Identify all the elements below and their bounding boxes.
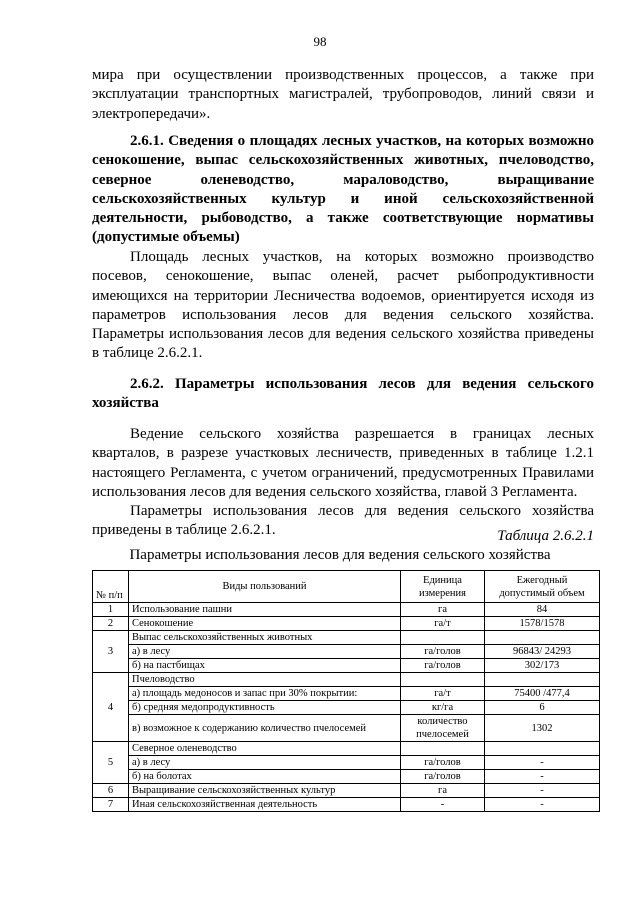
heading-line: (допустимые объемы)	[92, 229, 240, 246]
header-kind: Виды пользований	[129, 571, 401, 603]
intro-paragraph	[92, 66, 594, 124]
text-line: посевов, сенокошение, выпас оленей, расчет рыбопродуктивности	[92, 268, 594, 285]
paragraph-area	[92, 248, 594, 364]
cell-unit: количество пчелосемей	[401, 715, 485, 742]
cell-num: 6	[93, 784, 129, 798]
cell-value: 1578/1578	[485, 617, 600, 631]
cell-kind: Северное оленеводство	[129, 742, 401, 756]
cell-kind: Иная сельскохозяйственная деятельность	[129, 798, 401, 812]
table-label: Таблица 2.6.2.1	[497, 528, 594, 544]
text-line: эксплуатации транспортных магистралей, трубопроводов, линий связи и	[92, 86, 594, 103]
cell-kind: а) в лесу	[129, 756, 401, 770]
table-row	[93, 659, 600, 673]
header-unit: Единица измерения	[401, 571, 485, 603]
table-row	[93, 798, 600, 812]
table-row	[93, 701, 600, 715]
text-line: приведены в таблице 2.6.2.1.	[92, 522, 276, 539]
parameters-table	[92, 570, 600, 812]
table-row	[93, 687, 600, 701]
table-row	[93, 631, 600, 645]
text-line: Параметры использования лесов для ведения сельского хозяйства	[130, 503, 594, 519]
cell-unit: га/голов	[401, 756, 485, 770]
cell-num: 2	[93, 617, 129, 631]
cell-value	[485, 673, 600, 687]
text-line: в таблице 2.6.2.1.	[92, 345, 203, 362]
heading-line: деятельности, рыбоводство, а также соответствующие нормативы	[92, 210, 594, 227]
cell-kind: в) возможное к содержанию количество пчелосемей	[129, 715, 401, 742]
heading-line: сенокошение, выпас сельскохозяйственных животных, пчеловодство,	[92, 152, 594, 169]
cell-kind: Выпас сельскохозяйственных животных	[129, 631, 401, 645]
cell-unit: га	[401, 784, 485, 798]
cell-value: -	[485, 784, 600, 798]
cell-unit	[401, 673, 485, 687]
cell-num: 7	[93, 798, 129, 812]
page-number: 98	[313, 34, 327, 49]
text-line: Ведение сельского хозяйства разрешается в границах лесных	[130, 426, 594, 442]
cell-unit	[401, 631, 485, 645]
header-volume: Ежегодный допустимый объем	[485, 571, 600, 603]
cell-value: -	[485, 798, 600, 812]
cell-kind: Использование пашни	[129, 603, 401, 617]
cell-value: 84	[485, 603, 600, 617]
cell-value	[485, 742, 600, 756]
cell-num: 4	[93, 673, 129, 742]
cell-num: 3	[93, 631, 129, 673]
cell-unit: кг/га	[401, 701, 485, 715]
table-row	[93, 673, 600, 687]
table-row	[93, 645, 600, 659]
cell-num: 1	[93, 603, 129, 617]
cell-unit: га/т	[401, 687, 485, 701]
cell-unit: -	[401, 798, 485, 812]
cell-unit	[401, 742, 485, 756]
cell-unit: га/голов	[401, 659, 485, 673]
text-line: мира при осуществлении производственных процессов, а также при	[92, 67, 594, 83]
cell-value: -	[485, 756, 600, 770]
cell-unit: га	[401, 603, 485, 617]
cell-unit: га/голов	[401, 645, 485, 659]
table-header-row	[93, 571, 600, 603]
heading-line: 2.6.2. Параметры использования лесов для ведения сельского	[130, 376, 594, 392]
table-row	[93, 715, 600, 742]
cell-value: 6	[485, 701, 600, 715]
cell-kind: а) площадь медоносов и запас при 30% покрытии:	[129, 687, 401, 701]
cell-kind: а) в лесу	[129, 645, 401, 659]
agriculture-paragraph	[92, 425, 594, 502]
text-line: настоящего Регламента, с учетом ограничений, предусмотренных Правилами	[92, 464, 594, 481]
table-row	[93, 742, 600, 756]
table-row	[93, 756, 600, 770]
cell-value: 1302	[485, 715, 600, 742]
cell-kind: Сенокошение	[129, 617, 401, 631]
table-row	[93, 784, 600, 798]
cell-unit: га/голов	[401, 770, 485, 784]
heading-line: хозяйства	[92, 395, 159, 412]
cell-kind: Пчеловодство	[129, 673, 401, 687]
cell-kind: б) на пастбищах	[129, 659, 401, 673]
text-line: Площадь лесных участков, на которых возможно производство	[130, 249, 594, 265]
cell-value: 302/173	[485, 659, 600, 673]
table-title: Параметры использования лесов для ведения сельского хозяйства	[129, 547, 551, 563]
section-261-heading	[92, 132, 594, 248]
text-line: использования лесов для ведения сельского хозяйства, главой 3 Регламента.	[92, 483, 578, 500]
cell-unit: га/т	[401, 617, 485, 631]
cell-value: -	[485, 770, 600, 784]
text-line: имеющихся на территории Лесничества водоемов, ориентируется исходя из	[92, 287, 594, 304]
table-row	[93, 603, 600, 617]
cell-kind: б) на болотах	[129, 770, 401, 784]
section-262-heading	[92, 375, 594, 414]
heading-line: 2.6.1. Сведения о площадях лесных участков, на которых возможно	[130, 133, 594, 149]
table-row	[93, 617, 600, 631]
cell-value: 96843/ 24293	[485, 645, 600, 659]
text-line: Параметры использования лесов для ведения сельского хозяйства приведены	[92, 326, 594, 343]
text-line: кварталов, в разрезе участковых лесничеств, приведенных в таблице 1.2.1	[92, 445, 594, 462]
cell-value	[485, 631, 600, 645]
heading-line: сельскохозяйственных культур и иной сельскохозяйственной	[92, 190, 594, 207]
text-line: параметров использования лесов для ведения сельского хозяйства.	[92, 306, 594, 323]
header-num: № п/п	[93, 571, 129, 603]
cell-value: 75400 /477,4	[485, 687, 600, 701]
heading-line: северное оленеводство, мараловодство, выращивание	[92, 171, 594, 188]
cell-kind: Выращивание сельскохозяйственных культур	[129, 784, 401, 798]
cell-num: 5	[93, 742, 129, 784]
text-line: электропередачи».	[92, 105, 211, 122]
table-row	[93, 770, 600, 784]
cell-kind: б) средняя медопродуктивность	[129, 701, 401, 715]
